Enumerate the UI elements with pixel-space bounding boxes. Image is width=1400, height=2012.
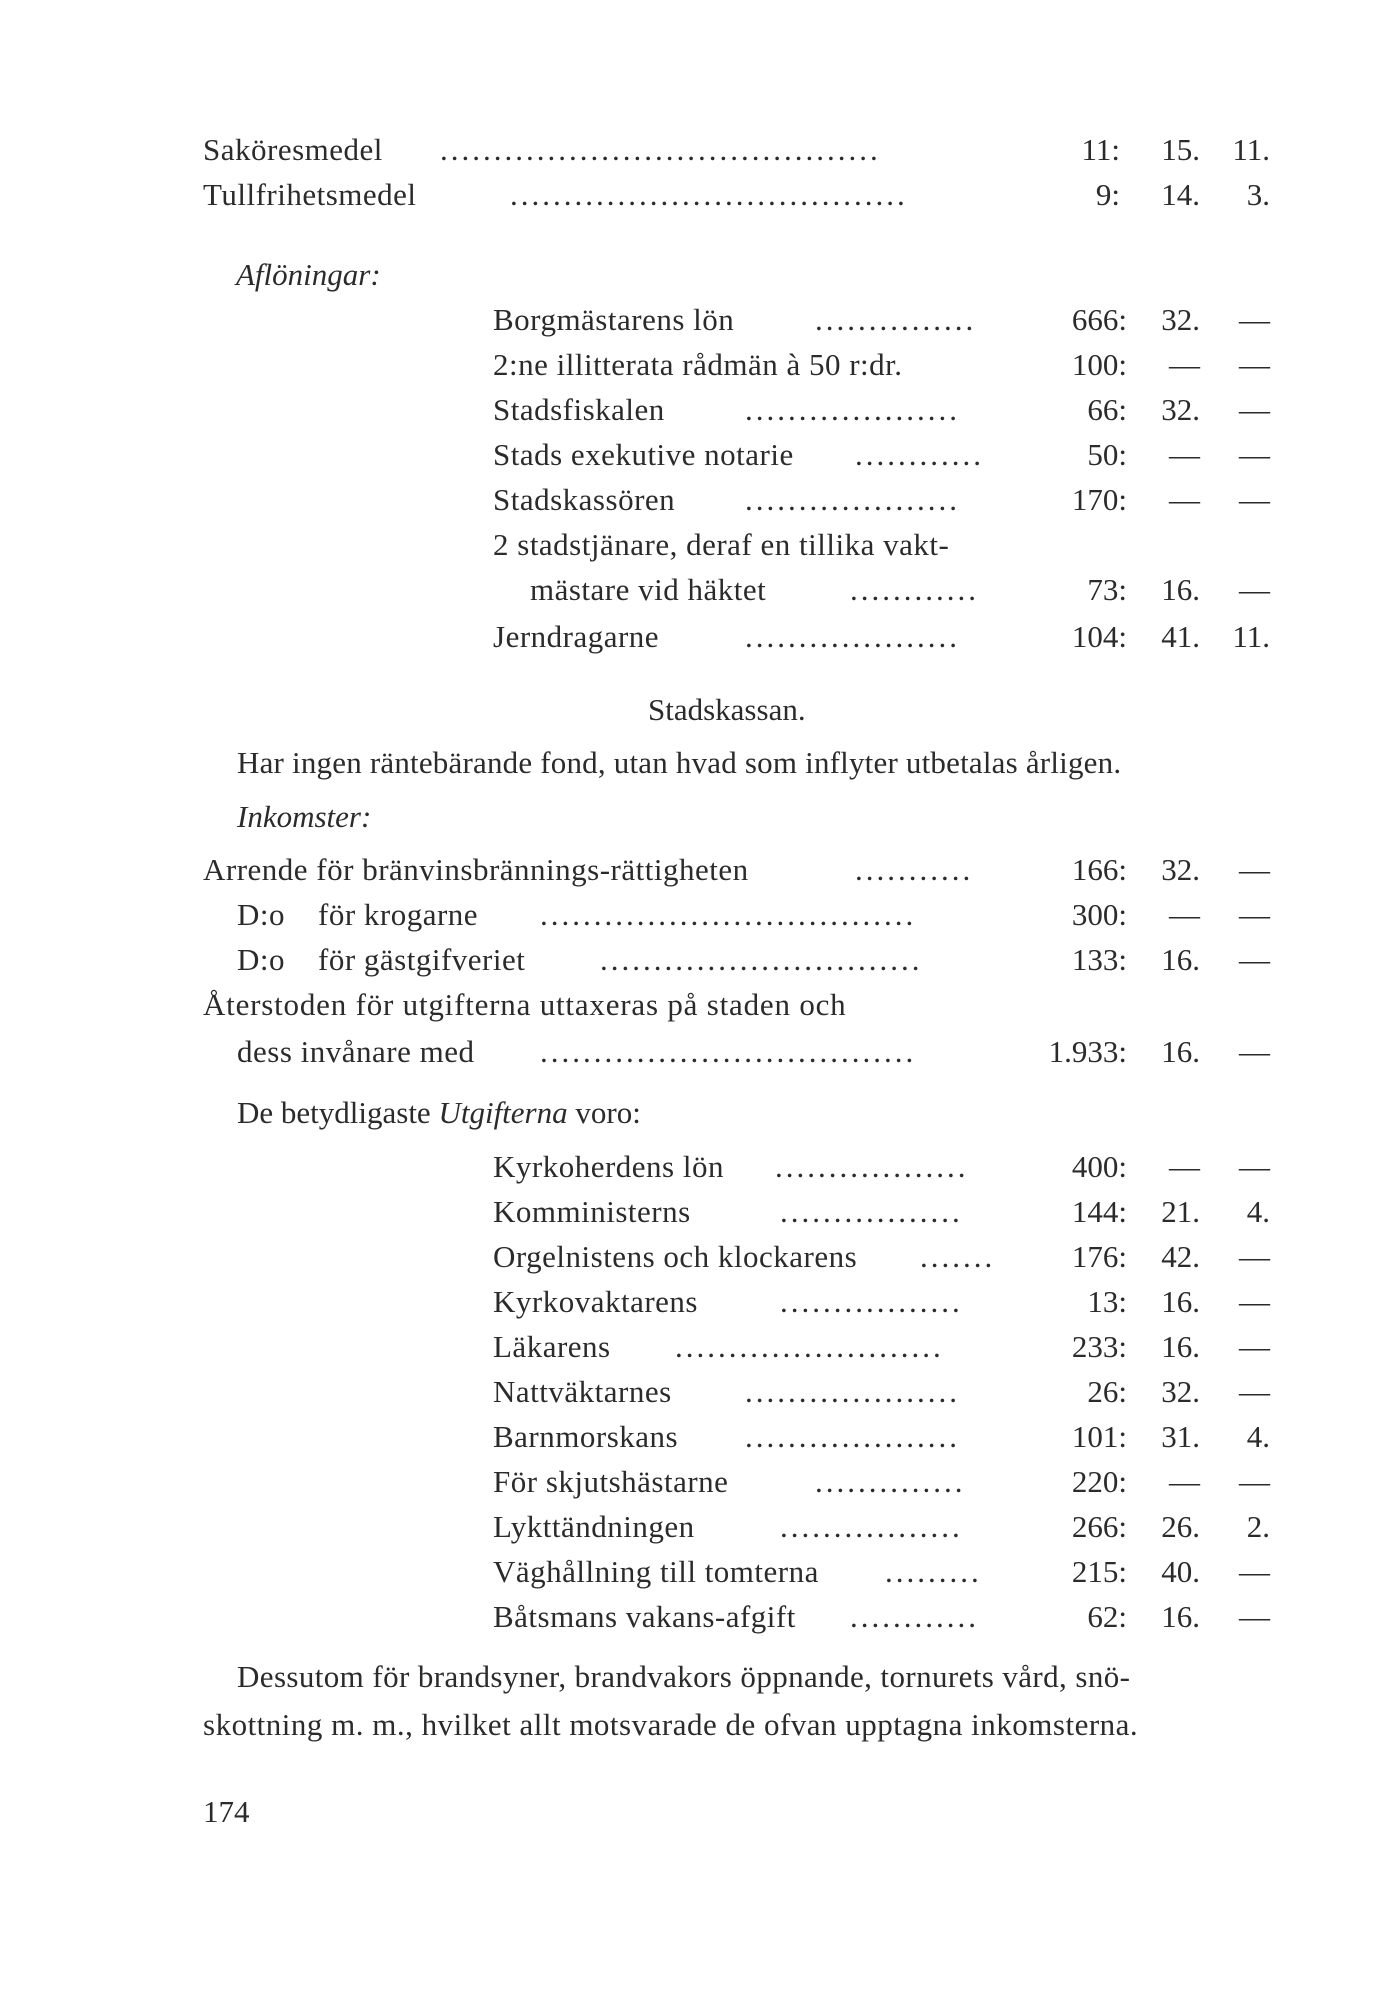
leader-dots: ................................... — [540, 1034, 917, 1069]
leader-dots: .................... — [745, 1419, 960, 1454]
ledger-row — [0, 525, 1400, 565]
amount-riksdaler: 266: — [1071, 1509, 1127, 1544]
amount-skilling: — — [1169, 1149, 1200, 1184]
amount-runstycken: 11. — [1232, 619, 1270, 654]
amount-skilling: 32. — [1161, 392, 1200, 427]
amount-runstycken: — — [1239, 1239, 1270, 1274]
utgifterna-intro — [237, 1093, 641, 1133]
leader-dots: ........... — [855, 852, 974, 887]
leader-dots: ............... — [815, 302, 977, 337]
row-label: Läkarens — [493, 1329, 611, 1364]
leader-dots: ................. — [780, 1194, 963, 1229]
closing-text-line1: Dessutom för brandsyner, brandvakors öppnande, tornurets vård, snö- — [237, 1659, 1131, 1694]
row-label: Kyrkovaktarens — [493, 1284, 698, 1319]
amount-runstycken: — — [1239, 482, 1270, 517]
amount-runstycken: — — [1239, 302, 1270, 337]
intro-text-end: voro: — [567, 1095, 641, 1130]
amount-runstycken: — — [1239, 1554, 1270, 1589]
ledger-row — [0, 300, 1400, 340]
ledger-row — [0, 895, 1400, 935]
ledger-row — [0, 1237, 1400, 1277]
amount-riksdaler: 666: — [1071, 302, 1127, 337]
amount-skilling: 16. — [1161, 1329, 1200, 1364]
amount-skilling: 15. — [1161, 132, 1200, 167]
leader-dots: .................... — [745, 392, 960, 427]
amount-skilling: 14. — [1161, 177, 1200, 212]
closing-text-line2: skottning m. m., hvilket allt motsvarade de ofvan upptagna inkomsterna. — [203, 1707, 1139, 1742]
ledger-row — [0, 1597, 1400, 1637]
row-label: Stads exekutive notarie — [493, 437, 794, 472]
amount-runstycken: — — [1239, 392, 1270, 427]
amount-skilling: — — [1169, 1464, 1200, 1499]
amount-riksdaler: 400: — [1071, 1149, 1127, 1184]
amount-riksdaler: 50: — [1087, 437, 1127, 472]
amount-runstycken: 11. — [1232, 132, 1270, 167]
ledger-row — [0, 1192, 1400, 1232]
row-label: dess invånare med — [237, 1034, 475, 1069]
leader-dots: ................. — [780, 1284, 963, 1319]
amount-riksdaler: 1.933: — [1048, 1034, 1127, 1069]
leader-dots: ......................... — [675, 1329, 944, 1364]
ledger-row — [0, 435, 1400, 475]
amount-riksdaler: 66: — [1087, 392, 1127, 427]
leader-dots: ............ — [855, 437, 984, 472]
amount-skilling: 42. — [1161, 1239, 1200, 1274]
ledger-row — [0, 617, 1400, 657]
amount-skilling: 41. — [1161, 619, 1200, 654]
leader-dots: .............................. — [600, 942, 923, 977]
ledger-row — [0, 1032, 1400, 1072]
ledger-row — [0, 1372, 1400, 1412]
ledger-row — [0, 390, 1400, 430]
amount-runstycken: — — [1239, 897, 1270, 932]
ledger-row — [0, 175, 1400, 215]
ledger-row — [0, 940, 1400, 980]
row-label: Borgmästarens lön — [493, 302, 735, 337]
row-label: Lykttändningen — [493, 1509, 695, 1544]
amount-riksdaler: 73: — [1087, 572, 1127, 607]
row-label: 2:ne illitterata rådmän à 50 r:dr. — [493, 347, 903, 382]
amount-skilling: 16. — [1161, 572, 1200, 607]
leader-dots: .................... — [745, 1374, 960, 1409]
amount-skilling: — — [1169, 437, 1200, 472]
amount-skilling: 32. — [1161, 852, 1200, 887]
amount-skilling: 31. — [1161, 1419, 1200, 1454]
leader-dots: .................... — [745, 619, 960, 654]
amount-runstycken: — — [1239, 1599, 1270, 1634]
amount-runstycken: — — [1239, 1034, 1270, 1069]
leader-dots: ................. — [780, 1509, 963, 1544]
amount-skilling: 16. — [1161, 1284, 1200, 1319]
row-label: D:o för gästgifveriet — [237, 942, 526, 977]
page-number: 174 — [203, 1794, 250, 1829]
amount-runstycken: — — [1239, 437, 1270, 472]
aterstoden-text: Återstoden för utgifterna uttaxeras på staden och — [203, 987, 847, 1022]
leader-dots: ....... — [920, 1239, 996, 1274]
amount-skilling: 40. — [1161, 1554, 1200, 1589]
amount-runstycken: 4. — [1246, 1419, 1270, 1454]
amount-riksdaler: 9: — [1095, 177, 1120, 212]
amount-runstycken: — — [1239, 1329, 1270, 1364]
row-label: D:o för krogarne — [237, 897, 479, 932]
row-label: 2 stadstjänare, deraf en tillika vakt- — [493, 527, 950, 562]
amount-runstycken: — — [1239, 572, 1270, 607]
ledger-row — [0, 570, 1400, 610]
stadskassan-text: Har ingen räntebärande fond, utan hvad som inflyter utbetalas årligen. — [237, 745, 1122, 780]
amount-riksdaler: 176: — [1071, 1239, 1127, 1274]
amount-riksdaler: 233: — [1071, 1329, 1127, 1364]
amount-skilling: 26. — [1161, 1509, 1200, 1544]
leader-dots: .................... — [745, 482, 960, 517]
ledger-row — [0, 1462, 1400, 1502]
row-label: Nattväktarnes — [493, 1374, 672, 1409]
leader-dots: ......................................... — [440, 132, 881, 167]
amount-skilling: 21. — [1161, 1194, 1200, 1229]
section-heading-stadskassan: Stadskassan. — [648, 692, 806, 727]
amount-skilling: 16. — [1161, 1034, 1200, 1069]
amount-skilling: — — [1169, 347, 1200, 382]
amount-skilling: — — [1169, 897, 1200, 932]
amount-runstycken: — — [1239, 1149, 1270, 1184]
row-label: Barnmorskans — [493, 1419, 679, 1454]
amount-runstycken: 4. — [1246, 1194, 1270, 1229]
row-label: Orgelnistens och klockarens — [493, 1239, 858, 1274]
amount-riksdaler: 62: — [1087, 1599, 1127, 1634]
row-label: mästare vid häktet — [530, 572, 767, 607]
amount-runstycken: — — [1239, 1374, 1270, 1409]
row-label: Tullfrihetsmedel — [203, 177, 417, 212]
amount-riksdaler: 144: — [1071, 1194, 1127, 1229]
amount-runstycken: 2. — [1246, 1509, 1270, 1544]
row-label: Väghållning till tomterna — [493, 1554, 819, 1589]
leader-dots: ..................................... — [510, 177, 908, 212]
ledger-row — [0, 1147, 1400, 1187]
section-heading-afloningar: Aflöningar: — [236, 257, 381, 292]
amount-riksdaler: 13: — [1087, 1284, 1127, 1319]
amount-runstycken: — — [1239, 942, 1270, 977]
ledger-row — [0, 345, 1400, 385]
amount-runstycken: — — [1239, 1464, 1270, 1499]
amount-riksdaler: 133: — [1071, 942, 1127, 977]
amount-riksdaler: 101: — [1071, 1419, 1127, 1454]
leader-dots: ......... — [885, 1554, 982, 1589]
amount-runstycken: 3. — [1246, 177, 1270, 212]
amount-riksdaler: 104: — [1071, 619, 1127, 654]
ledger-row — [0, 1507, 1400, 1547]
amount-riksdaler: 166: — [1071, 852, 1127, 887]
amount-riksdaler: 26: — [1087, 1374, 1127, 1409]
row-label: Arrende för bränvinsbrännings-rättigheten — [203, 852, 749, 887]
ledger-row — [0, 130, 1400, 170]
amount-runstycken: — — [1239, 1284, 1270, 1319]
leader-dots: ............ — [850, 572, 979, 607]
row-label: Stadskassören — [493, 482, 676, 517]
leader-dots: ............ — [850, 1599, 979, 1634]
leader-dots: .................. — [775, 1149, 969, 1184]
ledger-row — [0, 480, 1400, 520]
amount-riksdaler: 215: — [1071, 1554, 1127, 1589]
ledger-row — [0, 1417, 1400, 1457]
amount-skilling: 16. — [1161, 942, 1200, 977]
row-label: Stadsfiskalen — [493, 392, 665, 427]
amount-riksdaler: 11: — [1081, 132, 1120, 167]
section-heading-inkomster: Inkomster: — [237, 799, 372, 834]
ledger-row — [0, 1552, 1400, 1592]
amount-riksdaler: 100: — [1071, 347, 1127, 382]
ledger-row — [0, 850, 1400, 890]
intro-text: De betydligaste — [237, 1095, 439, 1130]
amount-runstycken: — — [1239, 347, 1270, 382]
row-label: Båtsmans vakans-afgift — [493, 1599, 796, 1634]
amount-runstycken: — — [1239, 852, 1270, 887]
row-label: Saköresmedel — [203, 132, 383, 167]
amount-skilling: 16. — [1161, 1599, 1200, 1634]
ledger-row — [0, 1282, 1400, 1322]
intro-italic: Utgifterna — [438, 1095, 568, 1130]
row-label: Kyrkoherdens lön — [493, 1149, 724, 1184]
amount-riksdaler: 170: — [1071, 482, 1127, 517]
amount-skilling: — — [1169, 482, 1200, 517]
leader-dots: ................................... — [540, 897, 917, 932]
amount-skilling: 32. — [1161, 1374, 1200, 1409]
row-label: Jerndragarne — [493, 619, 660, 654]
amount-riksdaler: 220: — [1071, 1464, 1127, 1499]
leader-dots: .............. — [815, 1464, 966, 1499]
ledger-row — [0, 1327, 1400, 1367]
amount-skilling: 32. — [1161, 302, 1200, 337]
row-label: För skjutshästarne — [493, 1464, 729, 1499]
amount-riksdaler: 300: — [1071, 897, 1127, 932]
row-label: Komministerns — [493, 1194, 691, 1229]
